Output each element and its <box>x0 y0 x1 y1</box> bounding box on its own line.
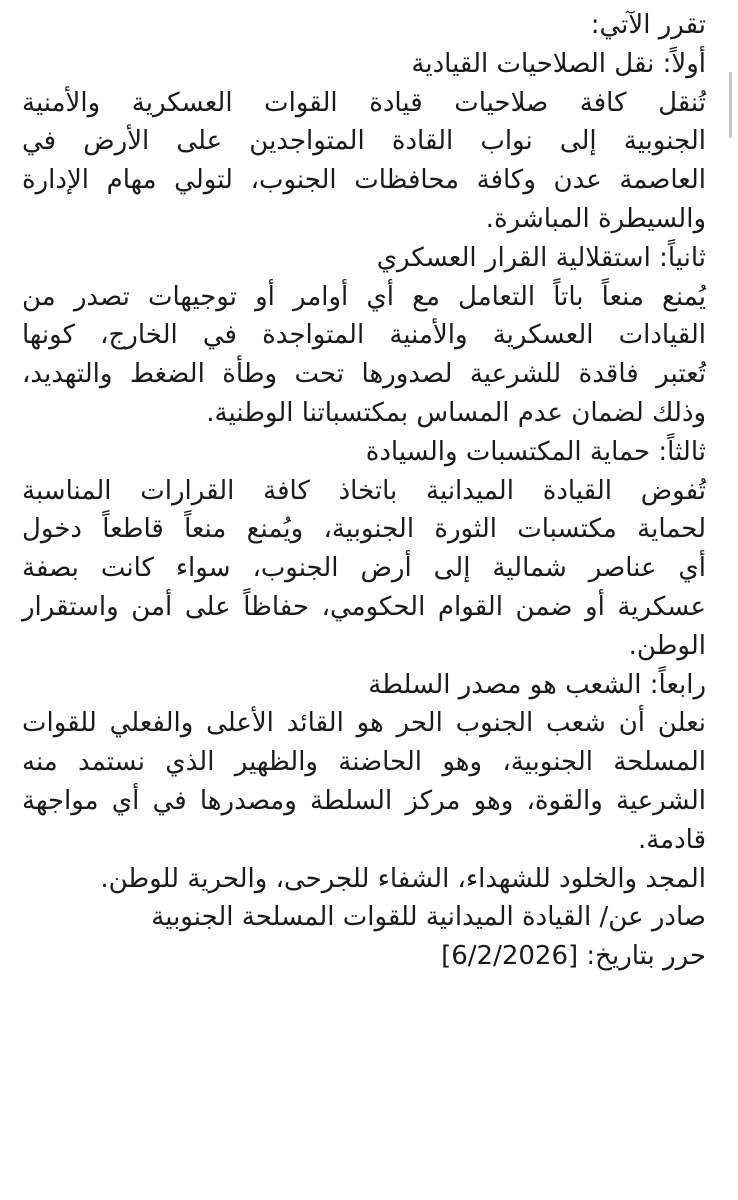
section-4-line: المسلحة الجنوبية، وهو الحاضنة والظهير الذي نستمد منه <box>22 747 706 778</box>
section-3-line: الوطن. <box>628 630 706 661</box>
date-line: حرر بتاريخ: [6/2/2026] <box>441 941 706 972</box>
section-3-line: عسكرية أو ضمن القوام الحكومي، حفاظاً على أمن واستقرار <box>22 591 706 622</box>
section-3-line: أي عناصر شمالية إلى أرض الجنوب، سواء كانت بصفة <box>22 553 706 584</box>
section-2-line: وذلك لضمان عدم المساس بمكتسباتنا الوطنية. <box>206 397 706 428</box>
section-4-line: نعلن أن شعب الجنوب الحر هو القائد الأعلى والفعلي للقوات <box>22 708 706 739</box>
intro-line: تقرر الآتي: <box>590 10 706 40</box>
section-1-line: تُنقل كافة صلاحيات قيادة القوات العسكرية والأمنية <box>22 87 706 118</box>
section-1-heading: أولاً: نقل الصلاحيات القيادية <box>411 48 706 79</box>
section-1-line: العاصمة عدن وكافة محافظات الجنوب، لتولي مهام الإدارة <box>22 165 706 196</box>
section-3-line: تُفوض القيادة الميدانية باتخاذ كافة القرارات المناسبة <box>22 475 706 506</box>
section-3-heading: ثالثاً: حماية المكتسبات والسيادة <box>365 436 706 467</box>
scrollbar-thumb[interactable] <box>729 72 732 138</box>
closing-slogan: المجد والخلود للشهداء، الشفاء للجرحى، والحرية للوطن. <box>100 863 706 894</box>
section-3-line: لحماية مكتسبات الثورة الجنوبية، ويُمنع منعاً قاطعاً دخول <box>22 514 706 545</box>
section-4-line: الشرعية والقوة، وهو مركز السلطة ومصدرها في أي مواجهة <box>22 785 706 816</box>
section-1-line: الجنوبية إلى نواب القادة المتواجدين على الأرض في <box>22 126 706 157</box>
section-1-line: والسيطرة المباشرة. <box>485 203 706 234</box>
document-body <box>22 6 706 976</box>
section-4-heading: رابعاً: الشعب هو مصدر السلطة <box>368 669 706 700</box>
section-2-line: القيادات العسكرية والأمنية المتواجدة في الخارج، كونها <box>22 320 706 351</box>
section-2-line: تُعتبر فاقدة للشرعية لصدورها تحت وطأة الضغط والتهديد، <box>22 359 706 390</box>
section-2-line: يُمنع منعاً باتاً التعامل مع أي أوامر أو توجيهات تصدر من <box>22 281 706 312</box>
section-4-line: قادمة. <box>637 824 706 855</box>
section-2-heading: ثانياً: استقلالية القرار العسكري <box>376 242 706 273</box>
issuer-line: صادر عن/ القيادة الميدانية للقوات المسلحة الجنوبية <box>151 902 706 933</box>
